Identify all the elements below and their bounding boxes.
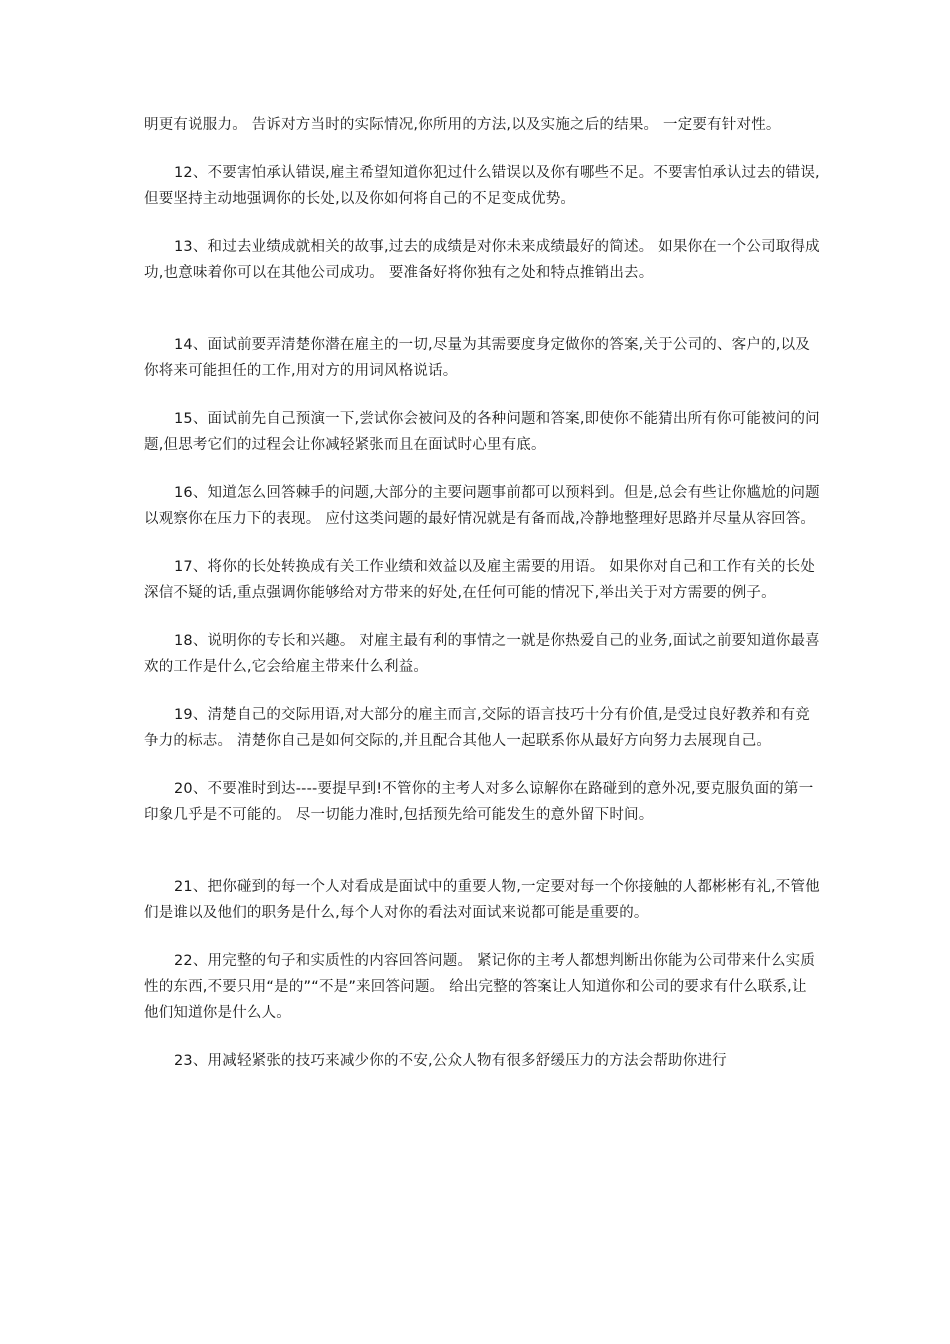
paragraph-item-20: 20、不要准时到达----要提早到!不管你的主考人对多么谅解你在路碰到的意外况,要克服负面的第一印象几乎是不可能的。 尽一切能力准时,包括预先给可能发生的意外留下时间。: [144, 781, 814, 823]
paragraph-item-19: 19、清楚自己的交际用语,对大部分的雇主而言,交际的语言技巧十分有价值,是受过良好教养和有竞争力的标志。 清楚你自己是如何交际的,并且配合其他人一起联系你从最好方向努力去展现自己。: [144, 707, 810, 749]
paragraph-item-18: 18、说明你的专长和兴趣。 对雇主最有利的事情之一就是你热爱自己的业务,面试之前要知道你最喜欢的工作是什么,它会给雇主带来什么利益。: [144, 633, 820, 675]
paragraph-item-22: 22、用完整的句子和实质性的内容回答问题。 紧记你的主考人都想判断出你能为公司带来什么实质性的东西,不要只用“是的”“不是”来回答问题。 给出完整的答案让人知道你和公司的要求有什么联系,让他们知道你是什么人。: [144, 953, 816, 1021]
paragraph-item-15: 15、面试前先自己预演一下,尝试你会被问及的各种问题和答案,即使你不能猜出所有你可能被问的问题,但思考它们的过程会让你减轻紧张而且在面试时心里有底。: [144, 411, 820, 453]
paragraph-item-14: 14、面试前要弄清楚你潜在雇主的一切,尽量为其需要度身定做你的答案,关于公司的、客户的,以及你将来可能担任的工作,用对方的用词风格说话。: [144, 337, 810, 379]
paragraph-item-12: 12、不要害怕承认错误,雇主希望知道你犯过什么错误以及你有哪些不足。不要害怕承认过去的错误,但要坚持主动地强调你的长处,以及你如何将自己的不足变成优势。: [144, 165, 820, 207]
paragraph-item-23: 23、用减轻紧张的技巧来减少你的不安,公众人物有很多舒缓压力的方法会帮助你进行: [174, 1053, 727, 1069]
paragraph-item-21: 21、把你碰到的每一个人对看成是面试中的重要人物,一定要对每一个你接触的人都彬彬有礼,不管他们是谁以及他们的职务是什么,每个人对你的看法对面试来说都可能是重要的。: [144, 879, 820, 921]
paragraph-item-16: 16、知道怎么回答棘手的问题,大部分的主要问题事前都可以预料到。但是,总会有些让你尴尬的问题以观察你在压力下的表现。 应付这类问题的最好情况就是有备而战,冷静地整理好思路并尽量从容回答。: [144, 485, 820, 527]
document-body: [144, 112, 820, 1096]
paragraph-item-17: 17、将你的长处转换成有关工作业绩和效益以及雇主需要的用语。 如果你对自己和工作有关的长处深信不疑的话,重点强调你能够给对方带来的好处,在任何可能的情况下,举出关于对方需要的例子。: [144, 559, 816, 601]
paragraph-continuation: 明更有说服力。 告诉对方当时的实际情况,你所用的方法,以及实施之后的结果。 一定要有针对性。: [144, 117, 781, 133]
paragraph-item-13: 13、和过去业绩成就相关的故事,过去的成绩是对你未来成绩最好的简述。 如果你在一个公司取得成功,也意味着你可以在其他公司成功。 要准备好将你独有之处和特点推销出去。: [144, 239, 820, 281]
